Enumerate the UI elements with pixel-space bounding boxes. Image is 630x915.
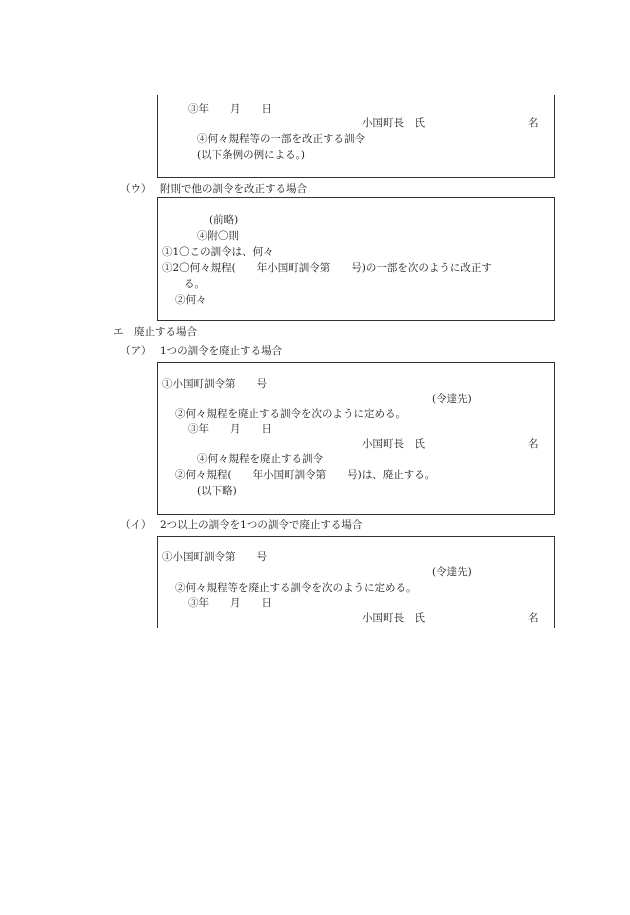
box3-recipient: (令達先): [432, 393, 472, 405]
box4-line2: ②何々規程等を廃止する訓令を次のように定める。: [175, 582, 417, 594]
box2-line6: ②何々: [175, 294, 207, 306]
box1-signer: 小国町長 氏: [362, 117, 425, 129]
section-i-heading: 2つ以上の訓令を1つの訓令で廃止する場合: [160, 519, 363, 531]
box3-signer: 小国町長 氏: [362, 438, 425, 450]
section-u-marker: （ウ）: [120, 183, 152, 195]
section-a-heading: 1つの訓令を廃止する場合: [160, 345, 283, 357]
box3-line5: ②何々規程( 年小国町訓令第 号)は、廃止する。: [175, 469, 436, 481]
box1-note: (以下条例の例による。): [197, 149, 305, 161]
section-e-heading: 廃止する場合: [134, 326, 197, 338]
box2-line1: (前略): [209, 214, 239, 226]
box3-signer-name: 名: [528, 438, 539, 450]
box1-signer-name: 名: [528, 117, 539, 129]
section-i-marker: （イ）: [120, 519, 152, 531]
box3-line4: ④何々規程を廃止する訓令: [197, 453, 323, 465]
box2-line2: ④附〇則: [197, 230, 239, 242]
box4-date-line: ③年 月 日: [188, 597, 272, 609]
box4-signer-name: 名: [528, 612, 539, 624]
box2-line3: ①1〇この訓令は、何々: [162, 246, 274, 258]
box3-line6: (以下略): [197, 485, 237, 497]
box4-recipient: (令達先): [432, 566, 472, 578]
box2-line5: る。: [184, 278, 205, 290]
section-u-heading: 附則で他の訓令を改正する場合: [160, 183, 307, 195]
box1-title: ④何々規程等の一部を改正する訓令: [197, 133, 365, 145]
box2-line4: ①2〇何々規程( 年小国町訓令第 号)の一部を次のように改正す: [162, 262, 492, 274]
section-e-marker: エ: [113, 326, 124, 338]
box4-signer: 小国町長 氏: [362, 612, 425, 624]
box1-date-line: ③年 月 日: [188, 103, 272, 115]
box3-line2: ②何々規程を廃止する訓令を次のように定める。: [175, 408, 406, 420]
box3-line1: ①小国町訓令第 号: [162, 378, 267, 390]
box4-line1: ①小国町訓令第 号: [162, 551, 267, 563]
box3-date-line: ③年 月 日: [188, 423, 272, 435]
section-a-marker: （ア）: [120, 345, 152, 357]
